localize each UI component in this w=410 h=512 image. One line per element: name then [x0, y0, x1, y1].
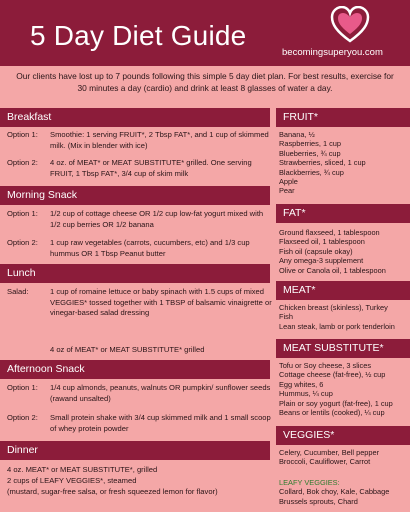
list-item: Fish oil (capsule okay) [279, 246, 353, 256]
option-label: Option 2: [7, 238, 38, 247]
list-item: Hummus, ¼ cup [279, 389, 333, 399]
dinner-line-1: 4 oz. MEAT* or MEAT SUBSTITUTE*, grilled [7, 465, 158, 474]
group-fat-title: FAT* [276, 204, 410, 223]
list-item: Banana, ½ [279, 130, 315, 139]
list-item: Celery, Cucumber, Bell pepper [279, 448, 380, 457]
list-item: Chicken breast (skinless), Turkey [279, 303, 388, 312]
list-item: Blueberries, ¾ cup [279, 148, 341, 158]
section-dinner: Dinner [0, 441, 270, 460]
list-item: Blackberries, ¾ cup [279, 167, 344, 177]
list-item: Lean steak, lamb or pork tenderloin [279, 321, 395, 331]
morning-option-2 [7, 238, 269, 260]
afternoon-option-1 [7, 383, 269, 405]
leafy-veggies-list [279, 478, 409, 506]
list-item: Cottage cheese (fat-free), ½ cup [279, 370, 386, 380]
leafy-veggies-title: LEAFY VEGGIES: [279, 478, 340, 487]
option-text: 1/2 cup of cottage cheese OR 1/2 cup low-fat yogurt mixed with 1/2 cup berries OR 1/2 banana [50, 209, 264, 229]
list-item: Raspberries, 1 cup [279, 139, 342, 149]
section-morning-snack: Morning Snack [0, 186, 270, 205]
list-item: Plain or soy yogurt (fat-free), 1 cup [279, 398, 393, 408]
lunch-protein-text: 4 oz of MEAT* or MEAT SUBSTITUTE* grilled [50, 345, 205, 354]
page-title: 5 Day Diet Guide [30, 20, 247, 51]
dinner-line-3: (mustard, sugar-free salsa, or fresh squeezed lemon for flavor) [7, 487, 218, 496]
option-text: 1 cup raw vegetables (carrots, cucumbers, etc) and 1/3 cup hummus OR 1 Tbsp Peanut butter [50, 238, 250, 258]
list-item: Any omega-3 supplement [279, 256, 364, 266]
list-item: Olive or Canola oil, 1 tablespoon [279, 265, 386, 275]
lunch-protein [50, 345, 270, 356]
list-item: Tofu or Soy cheese, 3 slices [279, 361, 372, 370]
list-item: Fish [279, 312, 293, 322]
breakfast-option-2 [7, 158, 269, 180]
group-meat-substitute-title: MEAT SUBSTITUTE* [276, 339, 410, 358]
dinner-line-2: 2 cups of LEAFY VEGGIES*, steamed [7, 476, 137, 485]
section-breakfast: Breakfast [0, 108, 270, 127]
list-item: Ground flaxseed, 1 tablespoon [279, 228, 380, 237]
salad-label: Salad: [7, 287, 29, 296]
afternoon-option-2 [7, 413, 269, 435]
option-text: Small protein shake with 3/4 cup skimmed milk and 1 small scoop of whey protein powder [50, 413, 271, 433]
meat-list [279, 303, 409, 331]
list-item: Apple [279, 177, 298, 187]
list-item: Flaxseed oil, 1 tablespoon [279, 237, 365, 247]
list-item: Strawberries, sliced, 1 cup [279, 158, 366, 168]
option-label: Option 1: [7, 383, 38, 392]
morning-option-1 [7, 209, 269, 231]
group-veggies-title: VEGGIES* [276, 426, 410, 445]
heart-logo-icon [330, 6, 370, 44]
veggies-list [279, 448, 409, 467]
fat-list [279, 228, 409, 275]
option-label: Option 1: [7, 130, 38, 139]
group-meat-title: MEAT* [276, 281, 410, 300]
site-url: becomingsuperyou.com [282, 47, 383, 58]
section-lunch: Lunch [0, 264, 270, 283]
option-text: Smoothie: 1 serving FRUIT*, 2 Tbsp FAT*, and 1 cup of skimmed milk. (Mix in blender with ice) [50, 130, 269, 150]
option-label: Option 2: [7, 158, 38, 167]
option-label: Option 2: [7, 413, 38, 422]
intro-text: Our clients have lost up to 7 pounds following this simple 5 day diet plan. For best results, exercise for 30 minutes a day (cardio) and drink at least 8 glasses of water a day. [16, 71, 394, 93]
option-label: Option 1: [7, 209, 38, 218]
breakfast-option-1 [7, 130, 269, 152]
meat-substitute-list [279, 361, 409, 417]
list-item: Brussels sprouts, Chard [279, 496, 358, 506]
lunch-salad [7, 287, 272, 331]
list-item: Egg whites, 6 [279, 379, 324, 389]
group-fruit-title: FRUIT* [276, 108, 410, 127]
list-item: Collard, Bok choy, Kale, Cabbage [279, 487, 390, 497]
option-text: 1/4 cup almonds, peanuts, walnuts OR pumpkin/ sunflower seeds (rawand unsalted) [50, 383, 271, 403]
list-item: Broccoli, Cauliflower, Carrot [279, 457, 371, 467]
list-item: Pear [279, 186, 295, 196]
list-item: Beans or lentils (cooked), ¼ cup [279, 408, 385, 418]
section-afternoon-snack: Afternoon Snack [0, 360, 270, 379]
option-text: 4 oz. of MEAT* or MEAT SUBSTITUTE* grilled. One serving FRUIT, 1 Tbsp FAT*, 3/4 cup of skim milk [50, 158, 252, 178]
fruit-list [279, 130, 409, 196]
salad-text: 1 cup of romaine lettuce or baby spinach with 1.5 cups of mixed VEGGIES* tossed together with 1 TBSP of balsamic vinaigrette or vinegar-based salad dressing [50, 287, 272, 317]
